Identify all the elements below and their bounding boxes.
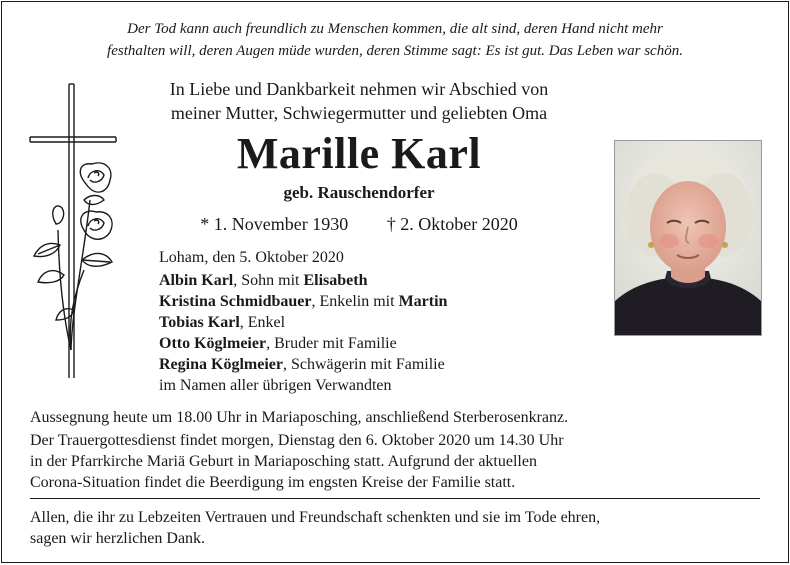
mourner-name: Kristina Schmidbauer <box>159 293 312 310</box>
mourner-name: Tobias Karl <box>159 314 240 331</box>
mourner-relation: , Enkel <box>239 314 286 331</box>
death-date: † 2. Oktober 2020 <box>386 214 518 234</box>
opening-quote <box>16 18 774 62</box>
obituary-notice <box>1 1 789 563</box>
thanks-message <box>30 507 760 549</box>
mourners-list <box>159 270 447 396</box>
mourner-entry <box>159 333 447 354</box>
funeral-mass-line-3: Corona-Situation findet die Beerdigung im engsten Kreise der Familie statt. <box>30 474 516 491</box>
relatives-line: im Namen aller übrigen Verwandten <box>159 377 392 394</box>
thanks-line-2: sagen wir herzlichen Dank. <box>30 530 206 547</box>
mourner-entry <box>159 291 447 312</box>
mourner-partner: Elisabeth <box>303 272 368 289</box>
quote-line-1: Der Tod kann auch freundlich zu Menschen kommen, die alt sind, deren Hand nicht mehr <box>127 21 663 37</box>
mourner-entry <box>159 270 447 291</box>
cross-with-roses-icon <box>24 80 124 382</box>
mourner-name: Otto Köglmeier <box>159 335 267 352</box>
mourner-name: Albin Karl <box>159 272 234 289</box>
place-and-date: Loham, den 5. Oktober 2020 <box>159 249 344 266</box>
mourner-relation: , Schwägerin mit Familie <box>282 356 445 373</box>
mourner-relation: , Sohn mit <box>233 272 304 289</box>
mourner-entry <box>159 312 447 333</box>
portrait-photo <box>614 140 762 336</box>
deceased-name: Marille Karl <box>236 129 482 178</box>
funeral-mass-line-2: in der Pfarrkirche Mariä Geburt in Mariaposching statt. Aufgrund der aktuellen <box>30 453 537 470</box>
mourner-relation: , Enkelin mit <box>311 293 399 310</box>
funeral-mass-line-1: Der Trauergottesdienst findet morgen, Dienstag den 6. Oktober 2020 um 14.30 Uhr <box>30 432 564 449</box>
mourner-relation: , Bruder mit Familie <box>266 335 397 352</box>
blessing-info: Aussegnung heute um 18.00 Uhr in Mariaposching, anschließend Sterberosenkranz. <box>30 409 569 426</box>
mourner-partner: Martin <box>398 293 448 310</box>
birth-date: * 1. November 1930 <box>200 214 349 234</box>
thanks-line-1: Allen, die ihr zu Lebzeiten Vertrauen und Freundschaft schenkten und sie im Tode ehren, <box>30 509 601 526</box>
portrait-illustration <box>615 141 761 335</box>
mourner-name: Regina Köglmeier <box>159 356 283 373</box>
life-dates <box>152 212 566 236</box>
farewell-intro <box>152 77 566 125</box>
service-details <box>30 407 774 493</box>
intro-line-2: meiner Mutter, Schwiegermutter und geliebten Oma <box>170 103 548 123</box>
divider <box>30 498 760 499</box>
quote-line-2: festhalten will, deren Augen müde wurden, deren Stimme sagt: Es ist gut. Das Leben war schön. <box>107 43 683 59</box>
birth-name: geb. Rauschendorfer <box>283 183 435 202</box>
mourner-entry <box>159 354 447 375</box>
intro-line-1: In Liebe und Dankbarkeit nehmen wir Abschied von <box>169 79 549 99</box>
